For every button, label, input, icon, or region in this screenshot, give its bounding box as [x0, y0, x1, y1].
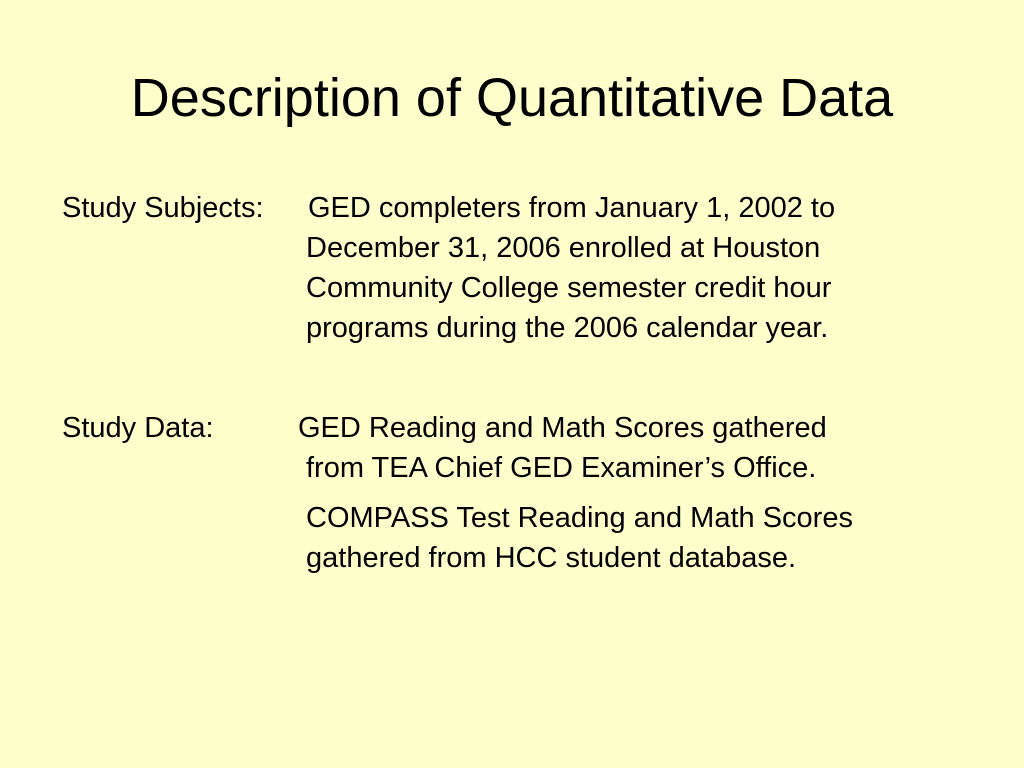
- study-data-line-1: [62, 408, 982, 448]
- study-data-text: gathered from HCC student database.: [306, 542, 797, 574]
- study-subjects-text: GED completers from January 1, 2002 to: [308, 192, 836, 224]
- study-data-text: GED Reading and Math Scores gathered: [298, 412, 827, 444]
- study-subjects-text: programs during the 2006 calendar year.: [306, 312, 829, 344]
- study-subjects-section: [62, 188, 982, 348]
- section-spacer: [62, 348, 982, 408]
- slide-title: Description of Quantitative Data: [130, 68, 894, 128]
- study-subjects-text: Community College semester credit hour: [306, 272, 832, 304]
- study-subjects-line-1: [62, 188, 982, 228]
- study-data-label: Study Data:: [62, 412, 214, 444]
- study-subjects-label: Study Subjects:: [62, 192, 264, 224]
- study-data-text: COMPASS Test Reading and Math Scores: [306, 502, 853, 534]
- slide-body: [62, 188, 982, 578]
- study-data-section: [62, 408, 982, 578]
- study-subjects-text: December 31, 2006 enrolled at Houston: [306, 232, 821, 264]
- paragraph-spacer: [62, 488, 982, 498]
- study-data-text: from TEA Chief GED Examiner’s Office.: [306, 452, 817, 484]
